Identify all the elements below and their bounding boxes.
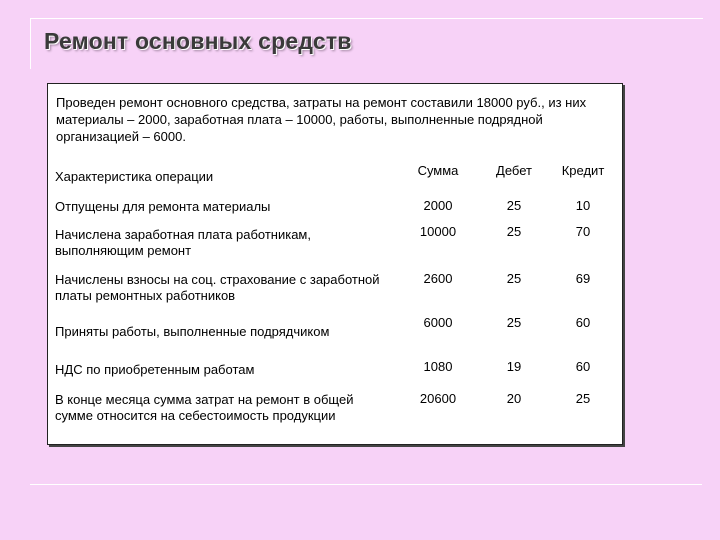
row-sum: 1080 — [423, 359, 453, 374]
row-operation: В конце месяца сумма затрат на ремонт в общей сумме относится на себестоимость продукции — [55, 392, 354, 423]
row-sum: 2600 — [423, 271, 453, 286]
row-credit: 70 — [575, 224, 591, 239]
row-credit: 60 — [575, 359, 591, 374]
header-debit: Дебет — [496, 163, 532, 178]
row-sum: 6000 — [423, 315, 453, 330]
row-operation: Начислена заработная плата работникам, выполняющим ремонт — [55, 227, 311, 258]
row-sum: 2000 — [423, 198, 453, 213]
row-debit: 19 — [506, 359, 522, 374]
header-operation: Характеристика операции — [55, 169, 214, 184]
row-credit: 69 — [575, 271, 591, 286]
bottom-rule — [30, 484, 702, 485]
row-debit: 20 — [506, 391, 522, 406]
row-credit: 60 — [575, 315, 591, 330]
header-credit: Кредит — [561, 163, 605, 178]
row-debit: 25 — [506, 198, 522, 213]
problem-statement: Проведен ремонт основного средства, затраты на ремонт составили 18000 руб., из них материалы – 2000, заработная плата – 10000, работы, выполненные подрядной организацией – 6000. — [56, 95, 587, 144]
row-credit: 25 — [575, 391, 591, 406]
row-operation: Начислены взносы на соц. страхование с заработной платы ремонтных работников — [55, 272, 380, 303]
slide-title: Ремонт основных средств — [44, 28, 352, 54]
header-sum: Сумма — [417, 163, 459, 178]
row-debit: 25 — [506, 271, 522, 286]
row-sum: 20600 — [419, 391, 457, 406]
row-operation: Отпущены для ремонта материалы — [55, 199, 271, 214]
row-credit: 10 — [575, 198, 591, 213]
row-operation: НДС по приобретенным работам — [55, 362, 255, 377]
row-debit: 25 — [506, 224, 522, 239]
row-operation: Приняты работы, выполненные подрядчиком — [55, 324, 330, 339]
content-box — [47, 83, 623, 445]
row-sum: 10000 — [419, 224, 457, 239]
row-debit: 25 — [506, 315, 522, 330]
